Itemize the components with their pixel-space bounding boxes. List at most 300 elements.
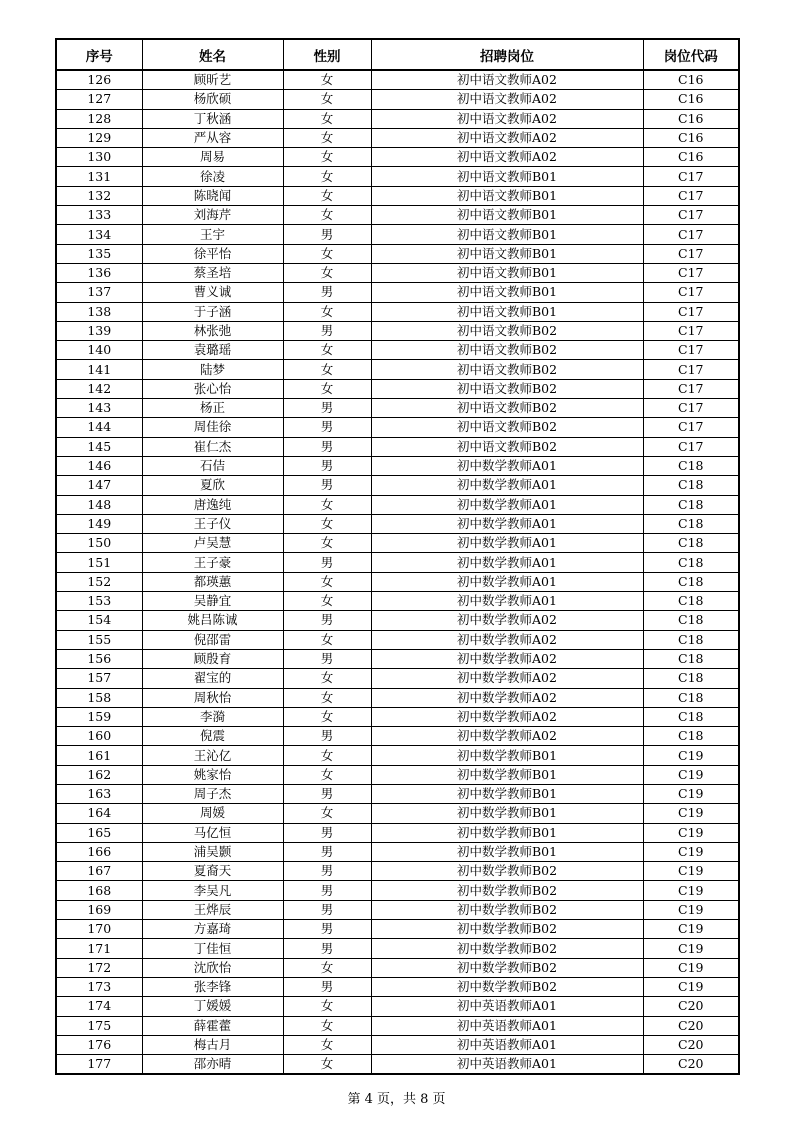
cell-name: 倪邵雷 xyxy=(142,630,283,649)
table-row xyxy=(56,206,739,225)
cell-gender: 男 xyxy=(283,900,371,919)
table-row xyxy=(56,321,739,340)
table-row xyxy=(56,476,739,495)
cell-index: 162 xyxy=(56,765,142,784)
cell-position: 初中语文教师B02 xyxy=(371,341,643,360)
table-row xyxy=(56,553,739,572)
cell-index: 159 xyxy=(56,707,142,726)
cell-position: 初中语文教师B02 xyxy=(371,418,643,437)
cell-index: 167 xyxy=(56,862,142,881)
table-row xyxy=(56,379,739,398)
cell-index: 130 xyxy=(56,148,142,167)
cell-position: 初中语文教师B01 xyxy=(371,206,643,225)
cell-index: 142 xyxy=(56,379,142,398)
cell-name: 杨欣硕 xyxy=(142,90,283,109)
cell-gender: 男 xyxy=(283,476,371,495)
cell-position: 初中数学教师A01 xyxy=(371,456,643,475)
cell-gender: 女 xyxy=(283,630,371,649)
cell-index: 136 xyxy=(56,263,142,282)
cell-name: 周子杰 xyxy=(142,784,283,803)
cell-position-code: C20 xyxy=(643,1055,739,1075)
cell-position-code: C19 xyxy=(643,842,739,861)
cell-position-code: C19 xyxy=(643,862,739,881)
cell-position-code: C18 xyxy=(643,630,739,649)
cell-name: 马亿恒 xyxy=(142,823,283,842)
cell-gender: 男 xyxy=(283,977,371,996)
table-row xyxy=(56,958,739,977)
table-row xyxy=(56,1035,739,1054)
table-row xyxy=(56,746,739,765)
cell-position-code: C18 xyxy=(643,495,739,514)
cell-position: 初中语文教师A02 xyxy=(371,70,643,90)
cell-gender: 男 xyxy=(283,842,371,861)
cell-position: 初中语文教师A02 xyxy=(371,128,643,147)
cell-position: 初中数学教师B02 xyxy=(371,862,643,881)
cell-position-code: C17 xyxy=(643,283,739,302)
table-row xyxy=(56,881,739,900)
cell-gender: 女 xyxy=(283,1055,371,1075)
cell-gender: 女 xyxy=(283,804,371,823)
cell-index: 153 xyxy=(56,592,142,611)
cell-position-code: C16 xyxy=(643,109,739,128)
cell-position-code: C20 xyxy=(643,997,739,1016)
cell-gender: 女 xyxy=(283,997,371,1016)
cell-position-code: C16 xyxy=(643,148,739,167)
cell-position-code: C18 xyxy=(643,669,739,688)
cell-name: 严从容 xyxy=(142,128,283,147)
cell-gender: 男 xyxy=(283,321,371,340)
cell-name: 顾昕艺 xyxy=(142,70,283,90)
table-row xyxy=(56,611,739,630)
cell-gender: 男 xyxy=(283,456,371,475)
cell-position-code: C17 xyxy=(643,418,739,437)
cell-gender: 男 xyxy=(283,784,371,803)
cell-position-code: C19 xyxy=(643,784,739,803)
cell-position-code: C19 xyxy=(643,823,739,842)
table-row xyxy=(56,90,739,109)
cell-position-code: C20 xyxy=(643,1035,739,1054)
cell-name: 曹义诚 xyxy=(142,283,283,302)
cell-name: 陆梦 xyxy=(142,360,283,379)
cell-index: 160 xyxy=(56,727,142,746)
cell-gender: 男 xyxy=(283,611,371,630)
cell-index: 146 xyxy=(56,456,142,475)
cell-gender: 男 xyxy=(283,225,371,244)
cell-position-code: C19 xyxy=(643,920,739,939)
cell-position-code: C17 xyxy=(643,225,739,244)
cell-gender: 女 xyxy=(283,90,371,109)
cell-position-code: C18 xyxy=(643,553,739,572)
table-row xyxy=(56,167,739,186)
cell-name: 于子涵 xyxy=(142,302,283,321)
cell-index: 177 xyxy=(56,1055,142,1075)
cell-index: 126 xyxy=(56,70,142,90)
cell-position: 初中数学教师A02 xyxy=(371,727,643,746)
cell-name: 李漪 xyxy=(142,707,283,726)
table-row xyxy=(56,186,739,205)
table-row xyxy=(56,244,739,263)
table-row xyxy=(56,920,739,939)
table-row xyxy=(56,109,739,128)
table-row xyxy=(56,70,739,90)
table-row xyxy=(56,283,739,302)
cell-name: 王子仪 xyxy=(142,514,283,533)
table-row xyxy=(56,225,739,244)
cell-position: 初中数学教师A02 xyxy=(371,630,643,649)
cell-index: 148 xyxy=(56,495,142,514)
cell-name: 姚家怡 xyxy=(142,765,283,784)
cell-index: 149 xyxy=(56,514,142,533)
cell-gender: 男 xyxy=(283,727,371,746)
cell-name: 浦吴颢 xyxy=(142,842,283,861)
cell-gender: 女 xyxy=(283,707,371,726)
cell-gender: 女 xyxy=(283,379,371,398)
cell-position: 初中语文教师A02 xyxy=(371,109,643,128)
cell-index: 144 xyxy=(56,418,142,437)
cell-gender: 女 xyxy=(283,167,371,186)
cell-position: 初中数学教师A02 xyxy=(371,611,643,630)
cell-name: 王烨辰 xyxy=(142,900,283,919)
cell-position: 初中英语教师A01 xyxy=(371,1055,643,1075)
cell-position-code: C16 xyxy=(643,90,739,109)
cell-name: 刘海芹 xyxy=(142,206,283,225)
cell-position-code: C16 xyxy=(643,70,739,90)
cell-index: 137 xyxy=(56,283,142,302)
cell-position: 初中语文教师B01 xyxy=(371,302,643,321)
cell-name: 徐平怡 xyxy=(142,244,283,263)
cell-gender: 女 xyxy=(283,70,371,90)
table-row xyxy=(56,399,739,418)
cell-gender: 女 xyxy=(283,186,371,205)
table-row xyxy=(56,900,739,919)
cell-name: 林张弛 xyxy=(142,321,283,340)
cell-index: 164 xyxy=(56,804,142,823)
cell-position-code: C20 xyxy=(643,1016,739,1035)
table-row xyxy=(56,263,739,282)
cell-name: 丁秋涵 xyxy=(142,109,283,128)
cell-name: 石佶 xyxy=(142,456,283,475)
cell-index: 128 xyxy=(56,109,142,128)
cell-name: 方嘉琦 xyxy=(142,920,283,939)
cell-position: 初中语文教师B01 xyxy=(371,225,643,244)
cell-position: 初中数学教师A01 xyxy=(371,592,643,611)
cell-name: 王宇 xyxy=(142,225,283,244)
cell-gender: 女 xyxy=(283,514,371,533)
cell-index: 155 xyxy=(56,630,142,649)
table-row xyxy=(56,128,739,147)
cell-name: 顾殷育 xyxy=(142,649,283,668)
cell-position: 初中英语教师A01 xyxy=(371,1016,643,1035)
cell-name: 蔡圣培 xyxy=(142,263,283,282)
cell-name: 徐凌 xyxy=(142,167,283,186)
cell-gender: 女 xyxy=(283,958,371,977)
cell-position-code: C17 xyxy=(643,302,739,321)
cell-name: 陈晓闻 xyxy=(142,186,283,205)
cell-name: 张李锋 xyxy=(142,977,283,996)
cell-gender: 男 xyxy=(283,881,371,900)
cell-position-code: C18 xyxy=(643,649,739,668)
table-row xyxy=(56,456,739,475)
cell-gender: 女 xyxy=(283,244,371,263)
cell-name: 吴静宜 xyxy=(142,592,283,611)
cell-name: 沈欣怡 xyxy=(142,958,283,977)
table-row xyxy=(56,688,739,707)
cell-index: 169 xyxy=(56,900,142,919)
cell-index: 165 xyxy=(56,823,142,842)
cell-index: 139 xyxy=(56,321,142,340)
cell-position: 初中语文教师B01 xyxy=(371,186,643,205)
cell-gender: 女 xyxy=(283,206,371,225)
cell-name: 王沁亿 xyxy=(142,746,283,765)
cell-position: 初中语文教师A02 xyxy=(371,148,643,167)
cell-name: 袁璐瑶 xyxy=(142,341,283,360)
cell-index: 166 xyxy=(56,842,142,861)
cell-position-code: C18 xyxy=(643,611,739,630)
cell-position: 初中数学教师A02 xyxy=(371,688,643,707)
cell-position-code: C17 xyxy=(643,206,739,225)
table-row xyxy=(56,437,739,456)
cell-name: 李吴凡 xyxy=(142,881,283,900)
cell-gender: 女 xyxy=(283,572,371,591)
cell-position: 初中数学教师B02 xyxy=(371,958,643,977)
cell-gender: 女 xyxy=(283,669,371,688)
table-row xyxy=(56,418,739,437)
cell-index: 157 xyxy=(56,669,142,688)
cell-gender: 男 xyxy=(283,920,371,939)
header-cell-position-code: 岗位代码 xyxy=(643,39,739,70)
cell-position: 初中数学教师A01 xyxy=(371,476,643,495)
cell-gender: 女 xyxy=(283,128,371,147)
cell-position-code: C17 xyxy=(643,379,739,398)
cell-position: 初中语文教师B01 xyxy=(371,283,643,302)
cell-position: 初中语文教师B02 xyxy=(371,437,643,456)
cell-gender: 女 xyxy=(283,746,371,765)
cell-index: 135 xyxy=(56,244,142,263)
cell-position: 初中数学教师A02 xyxy=(371,669,643,688)
table-row xyxy=(56,592,739,611)
cell-gender: 女 xyxy=(283,148,371,167)
cell-name: 翟宝的 xyxy=(142,669,283,688)
cell-name: 崔仁杰 xyxy=(142,437,283,456)
cell-position: 初中数学教师B02 xyxy=(371,977,643,996)
cell-position: 初中英语教师A01 xyxy=(371,997,643,1016)
cell-name: 张心怡 xyxy=(142,379,283,398)
cell-gender: 女 xyxy=(283,592,371,611)
table-row xyxy=(56,707,739,726)
table-row xyxy=(56,572,739,591)
cell-position: 初中语文教师B02 xyxy=(371,379,643,398)
table-row xyxy=(56,495,739,514)
header-cell-position: 招聘岗位 xyxy=(371,39,643,70)
cell-position-code: C19 xyxy=(643,939,739,958)
cell-index: 176 xyxy=(56,1035,142,1054)
cell-index: 163 xyxy=(56,784,142,803)
cell-name: 周秋怡 xyxy=(142,688,283,707)
table-row xyxy=(56,360,739,379)
cell-index: 132 xyxy=(56,186,142,205)
cell-position-code: C19 xyxy=(643,977,739,996)
cell-gender: 女 xyxy=(283,765,371,784)
cell-index: 131 xyxy=(56,167,142,186)
cell-gender: 女 xyxy=(283,263,371,282)
table-row xyxy=(56,727,739,746)
cell-name: 梅古月 xyxy=(142,1035,283,1054)
cell-index: 147 xyxy=(56,476,142,495)
cell-name: 薛霍藿 xyxy=(142,1016,283,1035)
cell-name: 夏欣 xyxy=(142,476,283,495)
cell-gender: 女 xyxy=(283,1016,371,1035)
cell-position: 初中语文教师A02 xyxy=(371,90,643,109)
table-row xyxy=(56,1016,739,1035)
cell-index: 143 xyxy=(56,399,142,418)
cell-position: 初中数学教师B02 xyxy=(371,939,643,958)
page-footer: 第 4 页，共 8 页 xyxy=(347,1092,446,1107)
cell-position: 初中数学教师B01 xyxy=(371,804,643,823)
cell-name: 邵亦晴 xyxy=(142,1055,283,1075)
cell-position-code: C18 xyxy=(643,534,739,553)
cell-position: 初中语文教师B01 xyxy=(371,167,643,186)
cell-position-code: C18 xyxy=(643,707,739,726)
cell-index: 133 xyxy=(56,206,142,225)
cell-index: 134 xyxy=(56,225,142,244)
cell-position-code: C17 xyxy=(643,437,739,456)
cell-gender: 男 xyxy=(283,823,371,842)
cell-position: 初中数学教师B01 xyxy=(371,784,643,803)
cell-index: 161 xyxy=(56,746,142,765)
cell-name: 周媛 xyxy=(142,804,283,823)
cell-index: 168 xyxy=(56,881,142,900)
table-row xyxy=(56,341,739,360)
cell-name: 卢吴慧 xyxy=(142,534,283,553)
cell-position-code: C18 xyxy=(643,476,739,495)
cell-position-code: C17 xyxy=(643,341,739,360)
cell-gender: 男 xyxy=(283,437,371,456)
cell-name: 丁媛媛 xyxy=(142,997,283,1016)
cell-position-code: C19 xyxy=(643,900,739,919)
cell-position: 初中语文教师B01 xyxy=(371,244,643,263)
cell-gender: 女 xyxy=(283,360,371,379)
cell-index: 170 xyxy=(56,920,142,939)
cell-position: 初中数学教师B01 xyxy=(371,765,643,784)
cell-position: 初中数学教师A02 xyxy=(371,707,643,726)
table-row xyxy=(56,534,739,553)
cell-name: 夏裔天 xyxy=(142,862,283,881)
cell-position-code: C17 xyxy=(643,263,739,282)
table-header xyxy=(56,39,739,70)
cell-index: 151 xyxy=(56,553,142,572)
cell-index: 152 xyxy=(56,572,142,591)
cell-index: 129 xyxy=(56,128,142,147)
cell-gender: 男 xyxy=(283,418,371,437)
cell-index: 173 xyxy=(56,977,142,996)
cell-position: 初中语文教师B01 xyxy=(371,263,643,282)
cell-gender: 男 xyxy=(283,939,371,958)
table-body xyxy=(56,70,739,1074)
cell-index: 156 xyxy=(56,649,142,668)
table-row xyxy=(56,862,739,881)
cell-gender: 男 xyxy=(283,283,371,302)
table-row xyxy=(56,630,739,649)
cell-gender: 男 xyxy=(283,649,371,668)
table-row xyxy=(56,148,739,167)
cell-position: 初中数学教师B01 xyxy=(371,823,643,842)
cell-position-code: C18 xyxy=(643,592,739,611)
cell-gender: 男 xyxy=(283,399,371,418)
table-row xyxy=(56,514,739,533)
cell-index: 174 xyxy=(56,997,142,1016)
cell-gender: 男 xyxy=(283,553,371,572)
table-row xyxy=(56,977,739,996)
cell-name: 杨正 xyxy=(142,399,283,418)
cell-position-code: C17 xyxy=(643,186,739,205)
header-cell-index: 序号 xyxy=(56,39,142,70)
cell-position-code: C18 xyxy=(643,456,739,475)
cell-index: 158 xyxy=(56,688,142,707)
header-cell-name: 姓名 xyxy=(142,39,283,70)
cell-index: 150 xyxy=(56,534,142,553)
cell-index: 172 xyxy=(56,958,142,977)
cell-position-code: C18 xyxy=(643,514,739,533)
table-row xyxy=(56,997,739,1016)
table-row xyxy=(56,302,739,321)
cell-name: 周易 xyxy=(142,148,283,167)
cell-position: 初中数学教师B02 xyxy=(371,881,643,900)
cell-position-code: C17 xyxy=(643,167,739,186)
cell-position-code: C17 xyxy=(643,360,739,379)
cell-gender: 女 xyxy=(283,495,371,514)
cell-position-code: C16 xyxy=(643,128,739,147)
cell-position: 初中数学教师A01 xyxy=(371,514,643,533)
cell-name: 唐逸纯 xyxy=(142,495,283,514)
cell-index: 140 xyxy=(56,341,142,360)
cell-position-code: C17 xyxy=(643,244,739,263)
cell-position: 初中语文教师B02 xyxy=(371,360,643,379)
candidate-table xyxy=(55,38,740,1075)
cell-gender: 女 xyxy=(283,109,371,128)
cell-name: 都瑛蕙 xyxy=(142,572,283,591)
cell-position-code: C18 xyxy=(643,572,739,591)
table-row xyxy=(56,765,739,784)
cell-position-code: C19 xyxy=(643,958,739,977)
cell-index: 175 xyxy=(56,1016,142,1035)
table-row xyxy=(56,804,739,823)
cell-name: 周佳徐 xyxy=(142,418,283,437)
table-row xyxy=(56,784,739,803)
cell-position-code: C19 xyxy=(643,746,739,765)
cell-position-code: C18 xyxy=(643,688,739,707)
cell-position: 初中数学教师B01 xyxy=(371,842,643,861)
header-row xyxy=(56,39,739,70)
cell-position-code: C19 xyxy=(643,881,739,900)
cell-position: 初中数学教师A01 xyxy=(371,495,643,514)
cell-position: 初中英语教师A01 xyxy=(371,1035,643,1054)
cell-index: 127 xyxy=(56,90,142,109)
cell-index: 171 xyxy=(56,939,142,958)
cell-position-code: C19 xyxy=(643,765,739,784)
cell-gender: 女 xyxy=(283,341,371,360)
cell-index: 138 xyxy=(56,302,142,321)
cell-position: 初中数学教师B02 xyxy=(371,920,643,939)
cell-position-code: C17 xyxy=(643,399,739,418)
table-row xyxy=(56,939,739,958)
cell-gender: 女 xyxy=(283,302,371,321)
cell-gender: 女 xyxy=(283,534,371,553)
cell-position: 初中数学教师B01 xyxy=(371,746,643,765)
cell-position: 初中数学教师A02 xyxy=(371,649,643,668)
cell-index: 141 xyxy=(56,360,142,379)
cell-name: 丁佳恒 xyxy=(142,939,283,958)
table-row xyxy=(56,669,739,688)
